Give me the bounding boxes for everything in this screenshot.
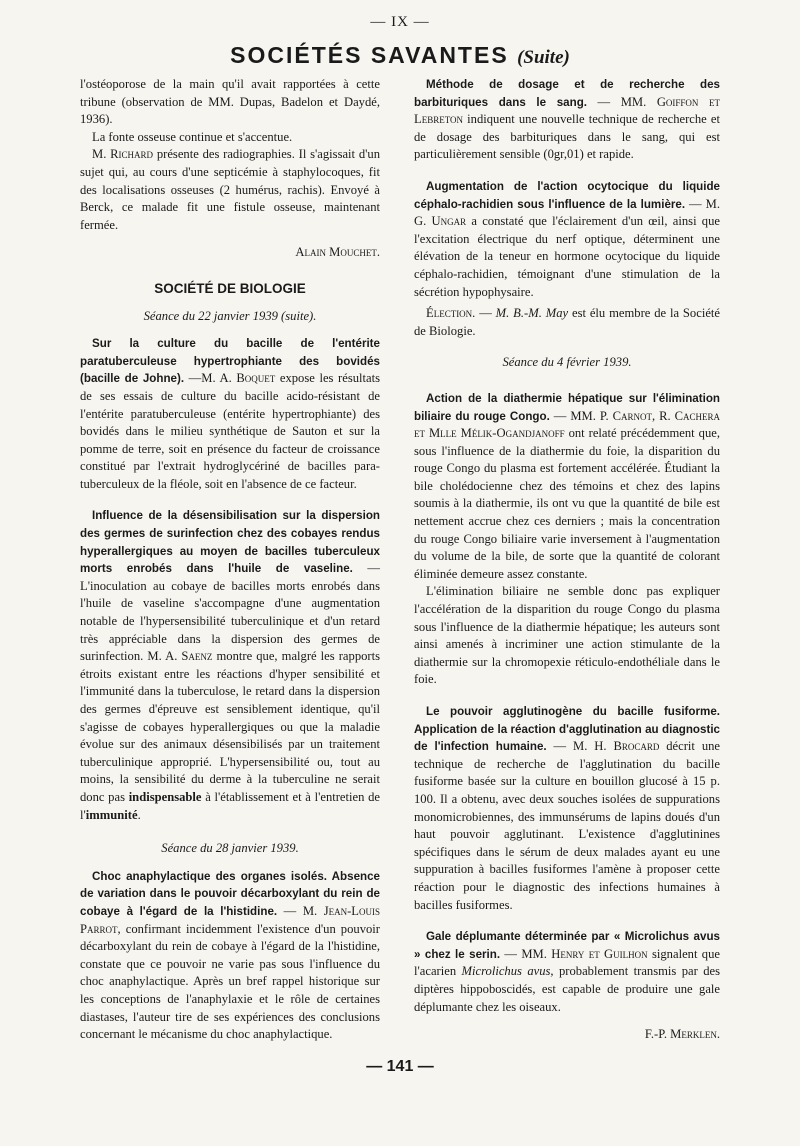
section-heading: SOCIÉTÉ DE BIOLOGIE: [154, 280, 306, 296]
article-gale: [414, 928, 720, 1016]
author-brocard: Brocard: [613, 739, 660, 754]
seance-22-janvier: Séance du 22 janvier 1939 (suite).: [143, 308, 317, 323]
author-carnot: P. Carnot, R. Cachera et Mlle Mélik-Ogandjanoff: [414, 408, 721, 441]
left-p1: l'ostéoporose de la main qu'il avait rapportées à cette tribune (observation de MM. Dupas, Badelon et Daydé, 1936).: [80, 77, 380, 127]
right-column: [414, 76, 720, 1044]
signature-mouchet: Alain Mouchet.: [295, 245, 380, 260]
seance-4-fevrier: Séance du 4 février 1939.: [502, 355, 632, 370]
seance-28-janvier: Séance du 28 janvier 1939.: [161, 841, 299, 856]
article-barbituriques-text: indiquent une nouvelle technique de recherche et de dosage des barbituriques dans le sang, qui est particulièrement sensible (0gr,01) et rapide.: [414, 112, 720, 162]
article-choc: [80, 868, 380, 1044]
article-desensibilisation-text1: — L'inoculation au cobaye de bacilles morts enrobés dans l'huile de vaseline s'accompagne d'une augmentation notable de l'hypersensibilité tuberculinique et d'un retard très appréciable dans la dispersion des germes de surinfection. M. A.: [80, 561, 380, 664]
article-johne-title: Sur la culture du bacille de l'entérite paratuberculeuse hypertrophiante des bovidés (bacille de Johne).: [80, 337, 380, 386]
article-johne: [80, 335, 380, 493]
article-desensibilisation-end: .: [137, 807, 141, 822]
emph-indispensable: indispensable: [128, 789, 202, 804]
article-agglutinogene-title: Le pouvoir agglutinogène du bacille fusiforme. Application de la réaction d'agglutination au diagnostic de l'infection humaine.: [414, 705, 720, 754]
article-desensibilisation-title: Influence de la désensibilisation sur la dispersion des germes de surinfection chez des cobayes rendus hyperallergiques au moyen de bacilles tuberculeux morts enrobés dans l'huile de vaseline.: [80, 509, 380, 576]
left-p2: La fonte osseuse continue et s'accentue.: [92, 129, 293, 144]
article-agglutinogene-dash: — M. H.: [546, 739, 614, 754]
article-diathermie: [414, 390, 720, 584]
article-choc-title: Choc anaphylactique des organes isolés. Absence de variation dans le pouvoir décarboxylant du rein de cobaye à l'égard de la l'histidine.: [80, 869, 380, 918]
article-choc-dash: — M.: [277, 903, 324, 918]
election-dash: —: [475, 306, 496, 321]
left-p3-text: présente des radiographies. Il s'agissait d'un sujet qui, au cours d'une septicémie à staphylocoques, fit des localisations osseuses (2 humérus, rachis). Envoyé à Berck, ce malade fit une fistule osseuse, maintenant fermée.: [80, 147, 380, 232]
title-suite: (Suite): [517, 47, 570, 68]
article-ocytocique-text: a constaté que l'éclairement d'un œil, ainsi que l'excitation électrique du nerf optique, déterminent une élévation de la teneur en hormone ocytocique du liquide céphalo-rachidien, témoignant d'une stimulation de la sécrétion hypophysaire.: [414, 214, 720, 299]
author-richard: M. Richard: [92, 147, 154, 162]
article-ocytocique-dash: — M. G.: [414, 196, 720, 229]
article-barbituriques-dash: — MM.: [587, 94, 657, 109]
page-number: — 141 —: [366, 1058, 434, 1075]
election-name: M. B.-M. May: [495, 306, 569, 321]
page-header-roman: — IX —: [370, 14, 430, 30]
article-barbituriques-title: Méthode de dosage et de recherche des barbituriques dans le sang.: [414, 78, 720, 109]
article-gale-title: Gale déplumante déterminée par « Microlichus avus » chez le serin.: [414, 930, 720, 961]
article-ocytocique: [414, 178, 720, 301]
article-diathermie-text: ont relaté précédemment que, sous l'influence de la diathermie du foie, la disparition du rouge Congo du plasma est fortement accélérée. Étudiant la bile cholédocienne chez des témoins et chez des lapins soumis à la diathermie, ils ont vu que la quantité de bile est nettement accrue chez ces derniers ; mais la concentration du rouge Congo biliaire varie inversement à l'augmentation du volume de la bile, de sorte que la quantité de colorant éliminée demeure assez constante.: [414, 426, 720, 581]
left-p3: [80, 146, 380, 234]
article-desensibilisation: [80, 507, 380, 824]
author-henry-guilhon: Henry et Guilhon: [551, 946, 648, 961]
left-column: [80, 76, 380, 1044]
article-gale-text1: signalent que l'acarien: [414, 946, 720, 979]
signature-merklen: F.-P. Merklen.: [644, 1027, 720, 1042]
article-gale-text2: probablement transmis par des diptères hippoboscidés, est capable de produire une gale déplumante chez les oiseaux.: [414, 964, 720, 1014]
title-text: SOCIÉTÉS SAVANTES: [230, 42, 509, 68]
article-desensibilisation-text3: à l'établissement et à l'entretien de l': [80, 789, 380, 822]
species-name: Microlichus avus,: [461, 964, 554, 979]
article-ocytocique-title: Augmentation de l'action ocytocique du liquide céphalo-rachidien sous l'influence de la lumière.: [414, 179, 720, 211]
article-johne-text: expose les résultats de ses essais de culture du bacille acido-résistant de l'entérite paratuberculeuse (entérite hypertrophiante) des bovidés dans le milieu synthétique de Sauton et sur la pomme de terre, soit en présence du facteur de croissance constitué par l'extrait hydroglycériné de bacilles para-tuberculeux de la fléole, soit en l'absence de ce facteur.: [80, 371, 380, 491]
author-boquet: Boquet: [236, 371, 276, 386]
article-gale-dash: — MM.: [500, 946, 552, 961]
article-diathermie-title: Action de la diathermie hépatique sur l'élimination biliaire du rouge Congo.: [414, 391, 720, 423]
election-text: est élu membre de la Société de Biologie.: [414, 306, 720, 338]
article-agglutinogene: [414, 703, 720, 914]
author-saenz: Saenz: [181, 649, 213, 664]
author-parrot: Jean-Louis Parrot: [80, 903, 381, 936]
article-diathermie-p2: L'élimination biliaire ne semble donc pas expliquer l'accélération de la disparition du rouge Congo du plasma sous l'influence de la diathermie hépatique; les auteurs sont ainsi amenés à incriminer une action stimulante de la diathermie sur la chromopexie réticulo-endothéliale dans le foie.: [414, 584, 720, 687]
author-ungar: Ungar: [431, 214, 467, 229]
election-label: Élection.: [426, 306, 476, 321]
page-title: [0, 42, 800, 69]
article-desensibilisation-text2: montre que, malgré les rapports étroits existant entre les réactions d'hyper sensibilité et l'immunité dans la tuberculose, le retard dans la dispersion des germes d'épreuve est sensiblement identique, qu'il s'agisse de cobayes hyperallergiques ou que la maladie évolue sur des animaux désensibilisés par un traitement tuberculinique approprié. L'hypersensibilité ou, tout au moins, la sensibilité du derme à la tuberculine ne serait donc pas: [80, 649, 381, 804]
election-notice: [414, 305, 720, 340]
article-barbituriques: [414, 76, 720, 164]
article-johne-dash: —M. A.: [184, 371, 237, 386]
author-goiffon-lebreton: Goiffon et Lebreton: [414, 94, 720, 127]
emph-immunite: immunité: [85, 807, 138, 822]
article-diathermie-dash: — MM.: [549, 408, 600, 423]
article-agglutinogene-text: décrit une technique de recherche de l'agglutination du bacille fusiforme basée sur la culture en bouillon glucosé à 15 p. 100. Il a obtenu, avec deux souches isolées de suppurations monomicrobiennes, des immunsérums de lapins doués d'un haut pouvoir agglutinant. L'existence d'agglutinines spécifiques dans le sérum de deux malades ayant eu une suppuration à bacilles fusiformes l'amène à proposer cette réaction pour le diagnostic des infections humaines à bacilles fusiformes.: [414, 739, 721, 912]
article-choc-text: , confirmant incidemment l'existence d'un pouvoir décarboxylant du rein de cobaye à l'égard de la l'histidine, constate que ce pouvoir ne varie pas sous l'influence du choc anaphylactique. Après un bref rappel historique sur les conceptions de l'anaphylaxie et le rôle de certaines diastases, l'auteur tire de ses expériences des conclusions concernant le mécanisme du choc anaphylactique.: [80, 921, 380, 1042]
